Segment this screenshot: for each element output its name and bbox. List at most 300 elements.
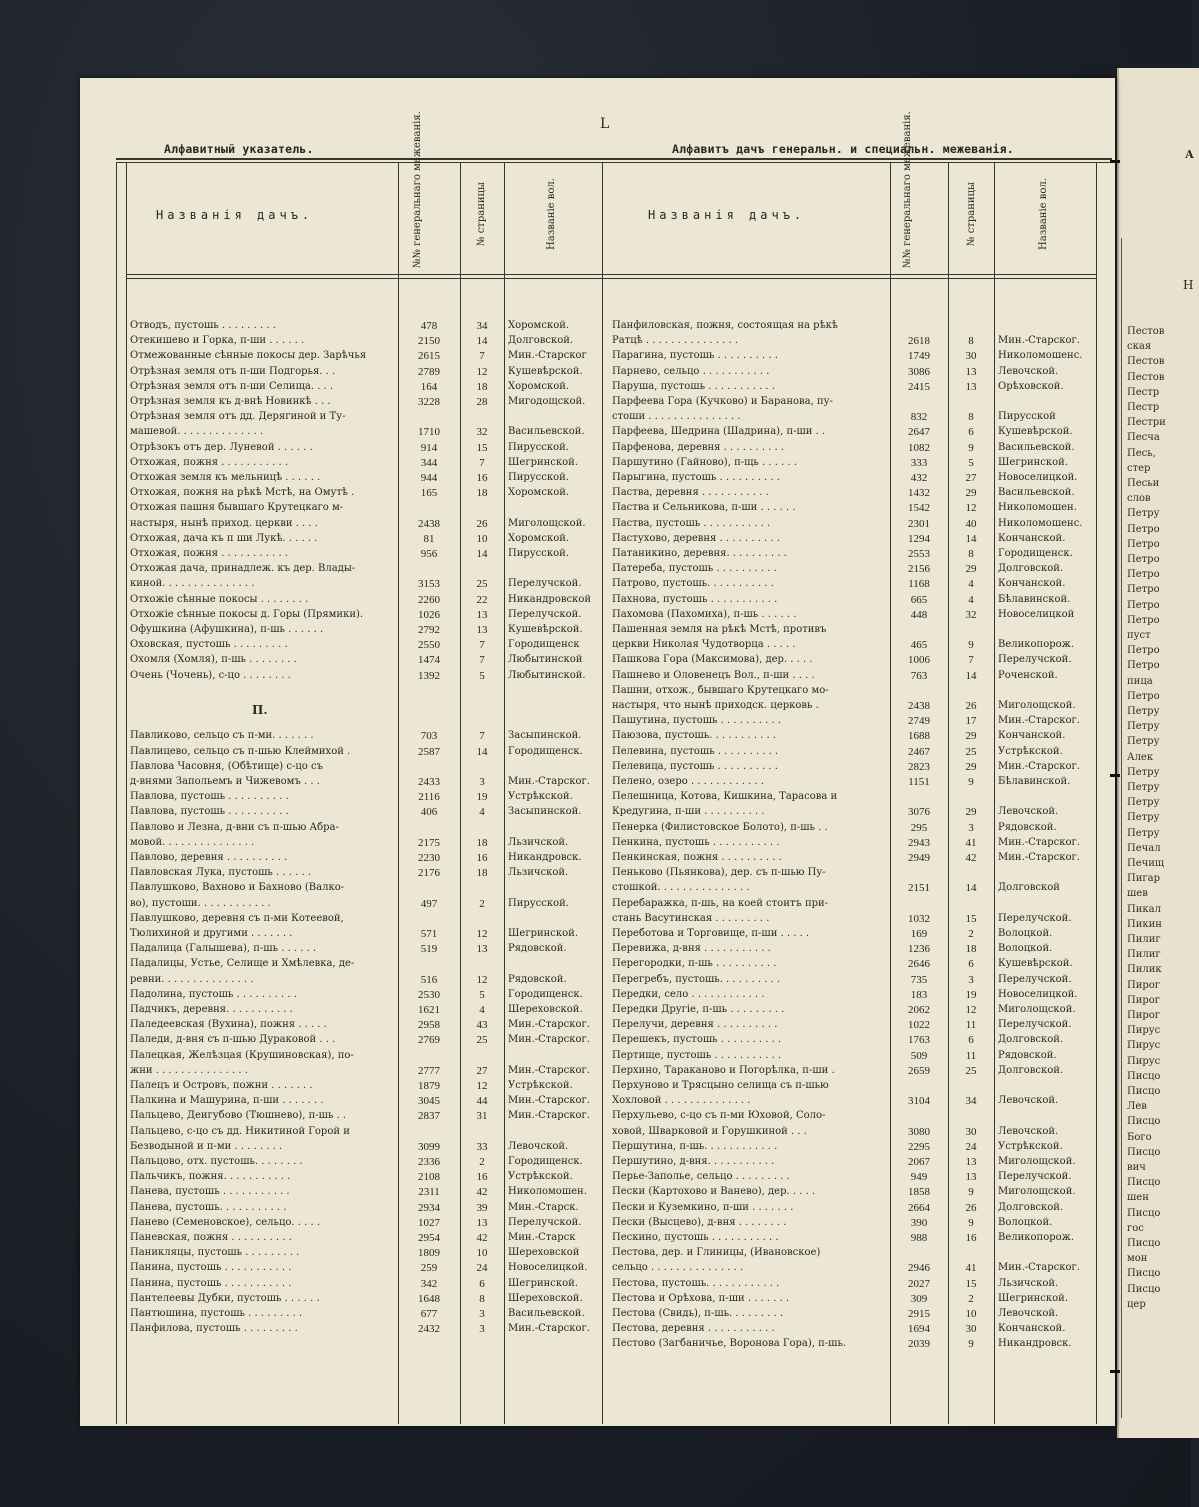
entry-page-number: 17 bbox=[965, 715, 977, 728]
left-page-header: № страницы bbox=[476, 182, 487, 246]
entry-page-number: 8 bbox=[968, 411, 974, 424]
entry-name: стань Васутинская . . . . . . . . . bbox=[612, 912, 770, 924]
entry-page-number: 14 bbox=[965, 669, 977, 682]
entry-name: стоши . . . . . . . . . . . . . . . bbox=[612, 411, 741, 423]
entry-name: Пелевина, пустошь . . . . . . . . . . bbox=[612, 745, 779, 757]
entry-volost: Пирусской. bbox=[508, 548, 569, 559]
entry-survey-number: 2550 bbox=[418, 639, 440, 652]
entry-name: Пантелеевы Дубки, пустошь . . . . . . bbox=[130, 1292, 320, 1304]
entry-volost: Городищенск bbox=[508, 639, 580, 651]
entry-page-number: 7 bbox=[968, 654, 974, 667]
entry-volost: Левочской. bbox=[998, 806, 1059, 818]
entry-name: Кредугина, п-ши . . . . . . . . . . bbox=[612, 806, 765, 818]
next-page-fragment: Пилиг bbox=[1127, 949, 1161, 961]
entry-name: во), пустоши. . . . . . . . . . . . bbox=[130, 897, 271, 909]
entry-volost: Шереховской. bbox=[508, 1004, 583, 1015]
entry-volost: Новоселицкой. bbox=[998, 988, 1078, 1000]
entry-page-number: 18 bbox=[476, 380, 488, 393]
entry-volost: Шереховской bbox=[508, 1247, 580, 1259]
entry-volost: Мин.-Старског. bbox=[508, 1064, 590, 1076]
entry-survey-number: 3099 bbox=[418, 1140, 440, 1153]
entry-name: Отхожая дача, принадлеж. къ дер. Влады- bbox=[130, 563, 356, 575]
entry-survey-number: 3153 bbox=[418, 578, 440, 591]
entry-page-number: 16 bbox=[476, 1171, 488, 1184]
entry-page-number: 13 bbox=[965, 380, 977, 393]
next-page-fragment: Петру bbox=[1127, 766, 1160, 778]
entry-survey-number: 2954 bbox=[418, 1232, 440, 1244]
entry-volost: Кушевѣрской. bbox=[508, 365, 583, 377]
entry-volost: Кончанской. bbox=[998, 532, 1066, 544]
next-page-fragment: Песь, bbox=[1127, 447, 1156, 459]
entry-name: Отводъ, пустошь . . . . . . . . . bbox=[130, 320, 276, 331]
entry-survey-number: 406 bbox=[420, 806, 438, 819]
entry-name: Панина, пустошь . . . . . . . . . . . bbox=[130, 1262, 292, 1274]
entry-name: Отхожая, дача къ п ши Лукѣ. . . . . . bbox=[130, 532, 318, 544]
next-page-fragment: Петру bbox=[1127, 736, 1160, 748]
entry-name: Отхожая пашня бывшаго Крутецкаго м- bbox=[130, 502, 344, 514]
next-page-fragment: Писцо bbox=[1127, 1146, 1161, 1158]
entry-survey-number: 465 bbox=[910, 639, 928, 652]
entry-volost: Льзичской. bbox=[508, 836, 569, 848]
next-page-fragment: Писцо bbox=[1127, 1070, 1161, 1082]
entry-volost: Рядовской. bbox=[998, 1049, 1057, 1061]
entry-volost: Засыпинской. bbox=[508, 806, 582, 818]
entry-volost: Бѣлавинской. bbox=[998, 776, 1071, 787]
entry-volost: Николомошенс. bbox=[998, 517, 1083, 529]
entry-name: Пестова (Свидь), п-шь. . . . . . . . . bbox=[612, 1308, 784, 1319]
entry-volost: Льзичской. bbox=[508, 867, 569, 879]
entry-page-number: 6 bbox=[479, 1277, 485, 1290]
entry-name: Падалицы, Устье, Селище и Хмѣлевка, де- bbox=[130, 958, 355, 970]
entry-name: ревни. . . . . . . . . . . . . . . bbox=[130, 973, 254, 985]
entry-page-number: 30 bbox=[965, 1125, 977, 1138]
entry-volost: Мин.-Старског. bbox=[998, 760, 1080, 772]
entry-volost: Левочской. bbox=[998, 365, 1059, 377]
entry-survey-number: 832 bbox=[910, 411, 928, 424]
entry-page-number: 24 bbox=[965, 1140, 977, 1153]
entry-survey-number: 2438 bbox=[418, 517, 440, 530]
entry-name: Падолина, пустошь . . . . . . . . . . bbox=[130, 988, 297, 1000]
entry-page-number: 26 bbox=[476, 517, 488, 530]
entry-name: Патереба, пустошь . . . . . . . . . . bbox=[612, 563, 777, 575]
entry-page-number: 13 bbox=[476, 608, 488, 621]
entry-name: Отрѣзная земля къ д-внѣ Новинкѣ . . . bbox=[130, 396, 331, 407]
entry-survey-number: 1621 bbox=[418, 1004, 440, 1016]
binding-tick bbox=[1110, 160, 1120, 163]
entry-name: Павлушково, Вахново и Бахново (Валко- bbox=[130, 882, 345, 894]
col-rule-4 bbox=[890, 162, 891, 1424]
next-page-edge bbox=[1117, 68, 1199, 1438]
document-page bbox=[80, 78, 1115, 1426]
entry-name: Парагина, пустошь . . . . . . . . . . bbox=[612, 350, 778, 362]
entry-name: Передки Другіе, п-шь . . . . . . . . . bbox=[612, 1004, 785, 1015]
entry-name: Перелучи, деревня . . . . . . . . . . bbox=[612, 1019, 778, 1031]
next-page-fragment: Петро bbox=[1127, 523, 1160, 535]
entry-page-number: 22 bbox=[476, 593, 488, 606]
next-page-fragment: Петро bbox=[1127, 538, 1160, 550]
entry-page-number: 14 bbox=[476, 745, 488, 758]
left-names-header: Названія дачъ. bbox=[156, 208, 314, 222]
entry-name: Пелешница, Котова, Кишкина, Тарасова и bbox=[612, 791, 838, 803]
entry-volost: Васильевской. bbox=[508, 1308, 585, 1319]
entry-survey-number: 1082 bbox=[908, 441, 930, 454]
entry-name: Пески и Куземкино, п-ши . . . . . . . bbox=[612, 1201, 794, 1213]
next-page-fragment: слов bbox=[1127, 493, 1151, 505]
entry-volost: Долговской. bbox=[998, 563, 1064, 575]
entry-survey-number: 497 bbox=[420, 897, 438, 910]
next-page-fragment: Пикин bbox=[1127, 918, 1162, 930]
entry-name: Пескино, пустошь . . . . . . . . . . . bbox=[612, 1232, 779, 1243]
entry-volost: Городищенск. bbox=[508, 745, 583, 757]
entry-survey-number: 2943 bbox=[908, 836, 930, 849]
entry-volost: Пирусской. bbox=[508, 472, 569, 483]
entry-page-number: 13 bbox=[965, 1156, 977, 1168]
entry-page-number: 9 bbox=[968, 1216, 974, 1229]
next-page-fragment: Петру bbox=[1127, 812, 1160, 824]
header-rule-2 bbox=[126, 278, 1096, 279]
entry-volost: Любытинской bbox=[508, 654, 583, 666]
section-letter: П. bbox=[252, 703, 268, 717]
entry-page-number: 40 bbox=[965, 517, 977, 530]
entry-survey-number: 1749 bbox=[908, 350, 930, 363]
entry-page-number: 34 bbox=[965, 1095, 977, 1108]
entry-name: Павлицево, сельцо съ п-шью Клеймихой . bbox=[130, 745, 351, 757]
next-page-fragment: Лев bbox=[1127, 1101, 1147, 1113]
entry-page-number: 4 bbox=[479, 1004, 485, 1016]
entry-page-number: 31 bbox=[476, 1110, 488, 1123]
entry-page-number: 3 bbox=[968, 821, 974, 834]
entry-name: Отекишево и Горка, п-ши . . . . . . bbox=[130, 335, 305, 347]
next-page-fragment: Писцо bbox=[1127, 1086, 1161, 1097]
entry-survey-number: 914 bbox=[420, 441, 438, 454]
entry-page-number: 42 bbox=[476, 1186, 488, 1199]
entry-volost: Пирусской. bbox=[508, 441, 569, 453]
entry-volost: Устрѣкской. bbox=[508, 1080, 573, 1091]
binding-tick bbox=[1110, 1370, 1120, 1373]
entry-survey-number: 1648 bbox=[418, 1292, 440, 1305]
next-page-fragment: Петру bbox=[1127, 721, 1160, 733]
entry-page-number: 29 bbox=[965, 730, 977, 743]
entry-name: сельцо . . . . . . . . . . . . . . . bbox=[612, 1262, 744, 1274]
next-page-fragment: гос bbox=[1127, 1222, 1144, 1234]
entry-survey-number: 2039 bbox=[908, 1338, 930, 1351]
entry-name: Палкина и Машурина, п-ши . . . . . . . bbox=[130, 1095, 324, 1107]
entry-page-number: 10 bbox=[965, 1308, 977, 1320]
entry-name: Перегребъ, пустошь. . . . . . . . . . bbox=[612, 973, 781, 985]
entry-survey-number: 2311 bbox=[418, 1186, 440, 1199]
next-page-fragment: Пигар bbox=[1127, 873, 1160, 885]
entry-survey-number: 259 bbox=[420, 1262, 438, 1275]
binding-tick bbox=[1110, 774, 1120, 777]
col-rule-2 bbox=[460, 162, 461, 1424]
entry-survey-number: 2295 bbox=[908, 1140, 930, 1153]
entry-volost: Мин.-Старског. bbox=[508, 1095, 590, 1107]
right-gen-header: №№ генеральнаго межеванія. bbox=[902, 111, 913, 268]
entry-volost: Пирусской bbox=[998, 411, 1056, 423]
right-page-header: № страницы bbox=[966, 182, 977, 246]
entry-survey-number: 1006 bbox=[908, 654, 930, 667]
entry-survey-number: 1294 bbox=[908, 532, 930, 545]
entry-page-number: 34 bbox=[476, 320, 488, 332]
entry-page-number: 7 bbox=[479, 654, 485, 667]
entry-page-number: 29 bbox=[965, 487, 977, 500]
entry-page-number: 41 bbox=[965, 836, 977, 849]
entry-survey-number: 1858 bbox=[908, 1186, 930, 1199]
entry-volost: Мин.-Старског bbox=[508, 350, 587, 362]
entry-page-number: 32 bbox=[965, 608, 977, 621]
entry-volost: Долговской bbox=[998, 882, 1060, 894]
entry-name: машевой. . . . . . . . . . . . . . bbox=[130, 426, 264, 438]
entry-survey-number: 165 bbox=[420, 487, 438, 500]
entry-volost: Мин.-Старског. bbox=[998, 1262, 1080, 1274]
col-rule-5 bbox=[948, 162, 949, 1424]
entry-volost: Волоцкой. bbox=[998, 1216, 1053, 1228]
entry-page-number: 12 bbox=[965, 1004, 977, 1016]
next-page-column-letter: Н bbox=[1183, 278, 1194, 292]
entry-page-number: 10 bbox=[476, 1247, 488, 1260]
entry-name: Безводыной и п-ми . . . . . . . . bbox=[130, 1140, 283, 1152]
next-page-fragment: Пестри bbox=[1127, 417, 1166, 429]
next-page-fragment: Пирог bbox=[1127, 994, 1161, 1006]
entry-volost: Миголощской. bbox=[998, 1156, 1076, 1167]
entry-page-number: 27 bbox=[965, 472, 977, 484]
entry-name: Пашкова Гора (Максимова), дер. . . . . bbox=[612, 654, 813, 666]
entry-page-number: 13 bbox=[965, 365, 977, 378]
entry-survey-number: 2823 bbox=[908, 760, 930, 773]
entry-page-number: 6 bbox=[968, 958, 974, 971]
entry-name: Парфеева, Шедрина (Шадрина), п-ши . . bbox=[612, 426, 826, 438]
next-page-fragment: Пирус bbox=[1127, 1025, 1161, 1037]
next-page-fragment: Пирог bbox=[1127, 979, 1161, 991]
entry-page-number: 28 bbox=[476, 396, 488, 408]
entry-survey-number: 944 bbox=[420, 472, 438, 484]
entry-name: Першутино, д-вня. . . . . . . . . . . bbox=[612, 1156, 775, 1167]
entry-page-number: 19 bbox=[476, 791, 488, 804]
next-page-fragment: Пирус bbox=[1127, 1040, 1161, 1052]
entry-survey-number: 3080 bbox=[908, 1125, 930, 1138]
entry-survey-number: 2156 bbox=[908, 563, 930, 576]
entry-page-number: 30 bbox=[965, 1323, 977, 1336]
entry-survey-number: 2230 bbox=[418, 852, 440, 864]
entry-volost: Кончанской. bbox=[998, 578, 1066, 590]
entry-page-number: 26 bbox=[965, 1201, 977, 1214]
entry-volost: Шегринской. bbox=[508, 928, 579, 939]
entry-page-number: 12 bbox=[476, 365, 488, 378]
entry-survey-number: 2789 bbox=[418, 365, 440, 378]
entry-name: Пестова и Орѣхова, п-ши . . . . . . . bbox=[612, 1292, 790, 1304]
entry-survey-number: 665 bbox=[910, 593, 928, 606]
entry-volost: Николомошен. bbox=[998, 502, 1077, 514]
entry-page-number: 14 bbox=[965, 882, 977, 895]
entry-survey-number: 2301 bbox=[908, 517, 930, 530]
entry-survey-number: 2618 bbox=[908, 335, 930, 348]
entry-page-number: 25 bbox=[965, 745, 977, 758]
entry-name: Парфенова, деревня . . . . . . . . . . bbox=[612, 441, 785, 453]
entry-page-number: 32 bbox=[476, 426, 488, 439]
entry-survey-number: 448 bbox=[910, 608, 928, 621]
entry-page-number: 14 bbox=[965, 532, 977, 545]
entry-volost: Пирусской. bbox=[508, 897, 569, 909]
entry-page-number: 14 bbox=[476, 335, 488, 348]
entry-volost: Рядовской. bbox=[508, 973, 567, 985]
entry-name: Паникляцы, пустошь . . . . . . . . . bbox=[130, 1247, 300, 1259]
next-page-fragment: Петру bbox=[1127, 706, 1160, 717]
entry-name: Паледи, д-вня съ п-шью Дураковой . . . bbox=[130, 1034, 336, 1046]
next-page-fragment: Петро bbox=[1127, 584, 1160, 596]
entry-volost: Перелучской. bbox=[998, 654, 1072, 666]
entry-volost: Левочской. bbox=[998, 1125, 1059, 1137]
entry-name: Павликово, сельцо съ п-ми. . . . . . . bbox=[130, 730, 314, 742]
entry-survey-number: 519 bbox=[420, 943, 438, 956]
entry-name: Пахнова, пустошь . . . . . . . . . . . bbox=[612, 593, 778, 605]
entry-volost: Устрѣкской. bbox=[998, 745, 1063, 757]
entry-volost: Кончанской. bbox=[998, 730, 1066, 742]
entry-page-number: 13 bbox=[965, 1171, 977, 1184]
entry-survey-number: 1168 bbox=[908, 578, 930, 591]
entry-survey-number: 1022 bbox=[908, 1019, 930, 1032]
entry-volost: Хоромской. bbox=[508, 380, 570, 392]
next-page-fragment: Пестов bbox=[1127, 371, 1165, 383]
entry-survey-number: 3086 bbox=[908, 365, 930, 378]
entry-survey-number: 2116 bbox=[418, 791, 440, 804]
entry-volost: Хоромской. bbox=[508, 532, 570, 544]
next-page-fragment: Петру bbox=[1127, 797, 1160, 809]
entry-page-number: 8 bbox=[968, 335, 974, 348]
entry-volost: Любытинской. bbox=[508, 669, 586, 681]
entry-page-number: 2 bbox=[968, 1292, 974, 1305]
entry-page-number: 26 bbox=[965, 700, 977, 712]
left-gen-header: №№ генеральнаго межеванія. bbox=[412, 111, 423, 268]
entry-volost: Миголощской. bbox=[998, 700, 1076, 711]
entry-page-number: 16 bbox=[965, 1232, 977, 1244]
entry-name: Першутина, п-шь. . . . . . . . . . . . bbox=[612, 1140, 778, 1152]
next-page-fragment: Петро bbox=[1127, 554, 1160, 565]
next-page-fragment: Пестов bbox=[1127, 326, 1165, 337]
entry-page-number: 2 bbox=[479, 1156, 485, 1168]
entry-volost: Шегринской. bbox=[998, 1292, 1069, 1304]
entry-volost: Мин.-Старск. bbox=[508, 1201, 579, 1213]
entry-page-number: 30 bbox=[965, 350, 977, 363]
entry-volost: Шегринской. bbox=[508, 1277, 579, 1289]
left-vol-header: Названіе вол. bbox=[546, 178, 557, 250]
outer-left-rule bbox=[116, 162, 117, 1424]
entry-page-number: 13 bbox=[476, 624, 488, 636]
next-page-fragment: ская bbox=[1127, 341, 1152, 353]
entry-name: Паюзова, пустошь. . . . . . . . . . . bbox=[612, 730, 777, 742]
entry-survey-number: 2647 bbox=[908, 426, 930, 439]
entry-name: Пески (Картохово и Ванево), дер. . . . . bbox=[612, 1186, 816, 1198]
entry-page-number: 29 bbox=[965, 563, 977, 576]
entry-volost: Перелучской. bbox=[998, 1171, 1072, 1183]
entry-survey-number: 81 bbox=[423, 532, 435, 545]
next-page-fragment: шен bbox=[1127, 1192, 1149, 1204]
entry-survey-number: 309 bbox=[910, 1292, 928, 1305]
header-rule bbox=[126, 274, 1096, 275]
entry-survey-number: 2027 bbox=[908, 1277, 930, 1290]
next-page-fragment: Писцо bbox=[1127, 1177, 1161, 1189]
entry-name: церкви Николая Чудотворца . . . . . bbox=[612, 639, 796, 651]
folio-number: L bbox=[600, 116, 610, 132]
entry-name: Паршутино (Гайново), п-щь . . . . . . bbox=[612, 456, 797, 468]
entry-name: Паства, пустошь . . . . . . . . . . . bbox=[612, 517, 771, 529]
right-vol-header: Названіе вол. bbox=[1038, 178, 1049, 250]
entry-page-number: 9 bbox=[968, 639, 974, 652]
entry-page-number: 25 bbox=[476, 1034, 488, 1047]
entry-name: Пальцево, с-цо съ дд. Никитиной Горой и bbox=[130, 1125, 350, 1137]
entry-survey-number: 509 bbox=[910, 1049, 928, 1062]
entry-volost: Шегринской. bbox=[508, 456, 579, 468]
entry-survey-number: 2553 bbox=[908, 548, 930, 560]
entry-volost: Устрѣкской. bbox=[508, 791, 573, 803]
col-rule-1 bbox=[398, 162, 399, 1424]
entry-page-number: 25 bbox=[476, 578, 488, 591]
entry-name: Отрѣзная земля отъ п-ши Подгорья. . . bbox=[130, 365, 336, 377]
entry-name: Передки, село . . . . . . . . . . . . bbox=[612, 988, 765, 1000]
entry-survey-number: 1236 bbox=[908, 943, 930, 956]
entry-name: Пашни, отхож., бывшаго Крутецкаго мо- bbox=[612, 684, 829, 696]
entry-name: Перхульево, с-цо съ п-ми Юховой, Соло- bbox=[612, 1110, 826, 1122]
top-rule-thin bbox=[116, 162, 1112, 163]
top-rule-thick bbox=[116, 158, 1112, 160]
entry-survey-number: 1026 bbox=[418, 608, 440, 621]
entry-name: Паруша, пустошь . . . . . . . . . . . bbox=[612, 380, 775, 392]
next-page-fragment: Петро bbox=[1127, 614, 1160, 626]
entry-name: Паства, деревня . . . . . . . . . . . bbox=[612, 487, 769, 499]
entry-name: Отрѣзная земля отъ дд. Дерягиной и Ту- bbox=[130, 411, 346, 423]
entry-volost: Никандровск. bbox=[508, 852, 582, 863]
entry-name: Паневская, пожня . . . . . . . . . . bbox=[130, 1232, 292, 1243]
entry-name: Хохловой . . . . . . . . . . . . . . bbox=[612, 1095, 751, 1107]
entry-page-number: 6 bbox=[968, 426, 974, 439]
entry-volost: Роченской. bbox=[998, 669, 1058, 681]
entry-page-number: 29 bbox=[965, 760, 977, 773]
col-rule-3 bbox=[504, 162, 505, 1424]
entry-page-number: 13 bbox=[476, 943, 488, 956]
entry-page-number: 25 bbox=[965, 1064, 977, 1077]
entry-name: Отхожая, пожня на рѣкѣ Мстѣ, на Омутѣ . bbox=[130, 487, 355, 499]
entry-volost: Новоселицкой. bbox=[508, 1262, 588, 1274]
entry-survey-number: 2530 bbox=[418, 988, 440, 1001]
entry-name: Панева, пустошь . . . . . . . . . . . bbox=[130, 1186, 290, 1198]
next-page-fragment: Петро bbox=[1127, 645, 1160, 657]
entry-page-number: 42 bbox=[476, 1232, 488, 1244]
entry-volost: Мин.-Старског. bbox=[508, 1110, 590, 1122]
entry-volost: Перелучской. bbox=[998, 973, 1072, 985]
entry-page-number: 18 bbox=[965, 943, 977, 956]
entry-volost: Васильевской. bbox=[998, 441, 1075, 453]
right-names-header: Названія дачъ. bbox=[648, 208, 806, 222]
entry-volost: Мигодощской. bbox=[508, 396, 586, 407]
entry-page-number: 13 bbox=[476, 1216, 488, 1229]
entry-volost: Мин.-Старског. bbox=[508, 1323, 590, 1335]
next-page-fragment: Пестов bbox=[1127, 356, 1165, 368]
entry-page-number: 44 bbox=[476, 1095, 488, 1108]
entry-page-number: 8 bbox=[968, 548, 974, 560]
entry-name: Пестова, дер. и Глиницы, (Ивановское) bbox=[612, 1247, 821, 1259]
entry-name: Отхожая, пожня . . . . . . . . . . . bbox=[130, 548, 289, 559]
entry-volost: Великопорож. bbox=[998, 639, 1075, 651]
entry-volost: Перелучской. bbox=[508, 1216, 582, 1228]
entry-name: настыря, нынѣ приход. церкви . . . . bbox=[130, 517, 318, 529]
entry-name: Отхожая земля къ мельницѣ . . . . . . bbox=[130, 472, 321, 483]
entry-survey-number: 516 bbox=[420, 973, 438, 986]
next-page-fragment: Петро bbox=[1127, 599, 1160, 611]
next-page-fragment: Пестр bbox=[1127, 402, 1160, 413]
entry-name: Панева, пустошь. . . . . . . . . . . bbox=[130, 1201, 287, 1213]
entry-survey-number: 2467 bbox=[908, 745, 930, 758]
entry-survey-number: 703 bbox=[420, 730, 438, 743]
entry-page-number: 11 bbox=[965, 1019, 977, 1032]
